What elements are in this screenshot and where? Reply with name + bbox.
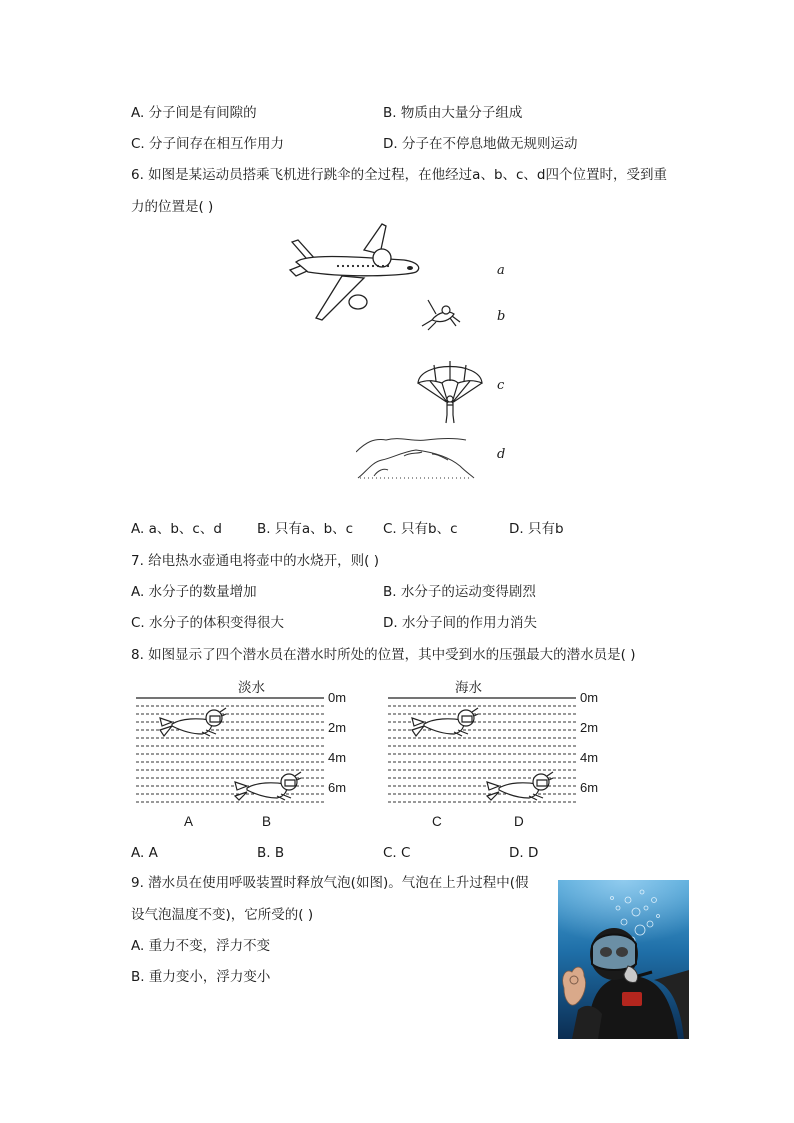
q6-option-d: D. 只有b	[509, 521, 564, 537]
q6-stem-line1: 6. 如图是某运动员搭乘飞机进行跳伞的全过程，在他经过a、b、c、d四个位置时，受到重	[131, 167, 668, 183]
sea-water-label: 海水	[455, 680, 482, 696]
q5-option-b: B. 物质由大量分子组成	[383, 105, 523, 121]
q9-option-b: B. 重力变小，浮力变小	[131, 969, 271, 985]
fresh-depth-6: 6m	[328, 780, 347, 795]
q7-option-b: B. 水分子的运动变得剧烈	[383, 584, 536, 600]
q7-option-d: D. 水分子间的作用力消失	[383, 615, 537, 631]
q6-stem-line2: 力的位置是( )	[131, 199, 214, 215]
q8-option-d: D. D	[509, 845, 539, 861]
sea-depth-0: 0m	[580, 690, 599, 705]
fresh-depth-2: 2m	[328, 720, 347, 735]
diver-letter-b: B	[262, 814, 272, 829]
q6-label-c: c	[497, 378, 505, 393]
q8-option-b: B. B	[257, 845, 285, 861]
q8-stem: 8. 如图显示了四个潜水员在潜水时所处的位置，其中受到水的压强最大的潜水员是( )	[131, 647, 636, 663]
diver-c-icon	[410, 704, 480, 740]
q8-option-c: C. C	[383, 845, 411, 861]
skydiver-freefall-illustration	[414, 296, 464, 338]
diver-letter-a: A	[184, 814, 194, 829]
sea-depth-2: 2m	[580, 720, 599, 735]
diver-b-icon	[233, 770, 303, 804]
q5-option-c: C. 分子间存在相互作用力	[131, 136, 285, 152]
diver-a-icon	[158, 704, 228, 740]
q8-option-a: A. A	[131, 845, 158, 861]
q7-option-a: A. 水分子的数量增加	[131, 584, 257, 600]
q5-option-a: A. 分子间是有间隙的	[131, 105, 257, 121]
q6-option-b: B. 只有a、b、c	[257, 521, 354, 537]
q6-option-c: C. 只有b、c	[383, 521, 458, 537]
q6-label-d: d	[497, 447, 506, 462]
airplane-illustration	[286, 222, 426, 322]
q6-label-a: a	[497, 263, 505, 278]
scuba-diver-photo	[558, 880, 689, 1039]
q5-option-d: D. 分子在不停息地做无规则运动	[383, 136, 578, 152]
q9-option-a: A. 重力不变，浮力不变	[131, 938, 271, 954]
fresh-depth-4: 4m	[328, 750, 347, 765]
diver-letter-d: D	[514, 814, 524, 829]
q7-stem: 7. 给电热水壶通电将壶中的水烧开，则( )	[131, 553, 379, 569]
parachute-illustration	[414, 353, 486, 425]
sea-depth-6: 6m	[580, 780, 599, 795]
fresh-depth-0: 0m	[328, 690, 347, 705]
sea-depth-4: 4m	[580, 750, 599, 765]
diver-letter-c: C	[432, 814, 442, 829]
fresh-water-label: 淡水	[238, 680, 265, 696]
q9-stem-line2: 设气泡温度不变)，它所受的( )	[131, 907, 314, 923]
q6-option-a: A. a、b、c、d	[131, 521, 222, 537]
q7-option-c: C. 水分子的体积变得很大	[131, 615, 285, 631]
q9-stem-line1: 9. 潜水员在使用呼吸装置时释放气泡(如图)。气泡在上升过程中(假	[131, 875, 529, 891]
diver-d-icon	[485, 770, 555, 804]
q6-label-b: b	[497, 309, 506, 324]
ground-illustration	[356, 432, 476, 484]
